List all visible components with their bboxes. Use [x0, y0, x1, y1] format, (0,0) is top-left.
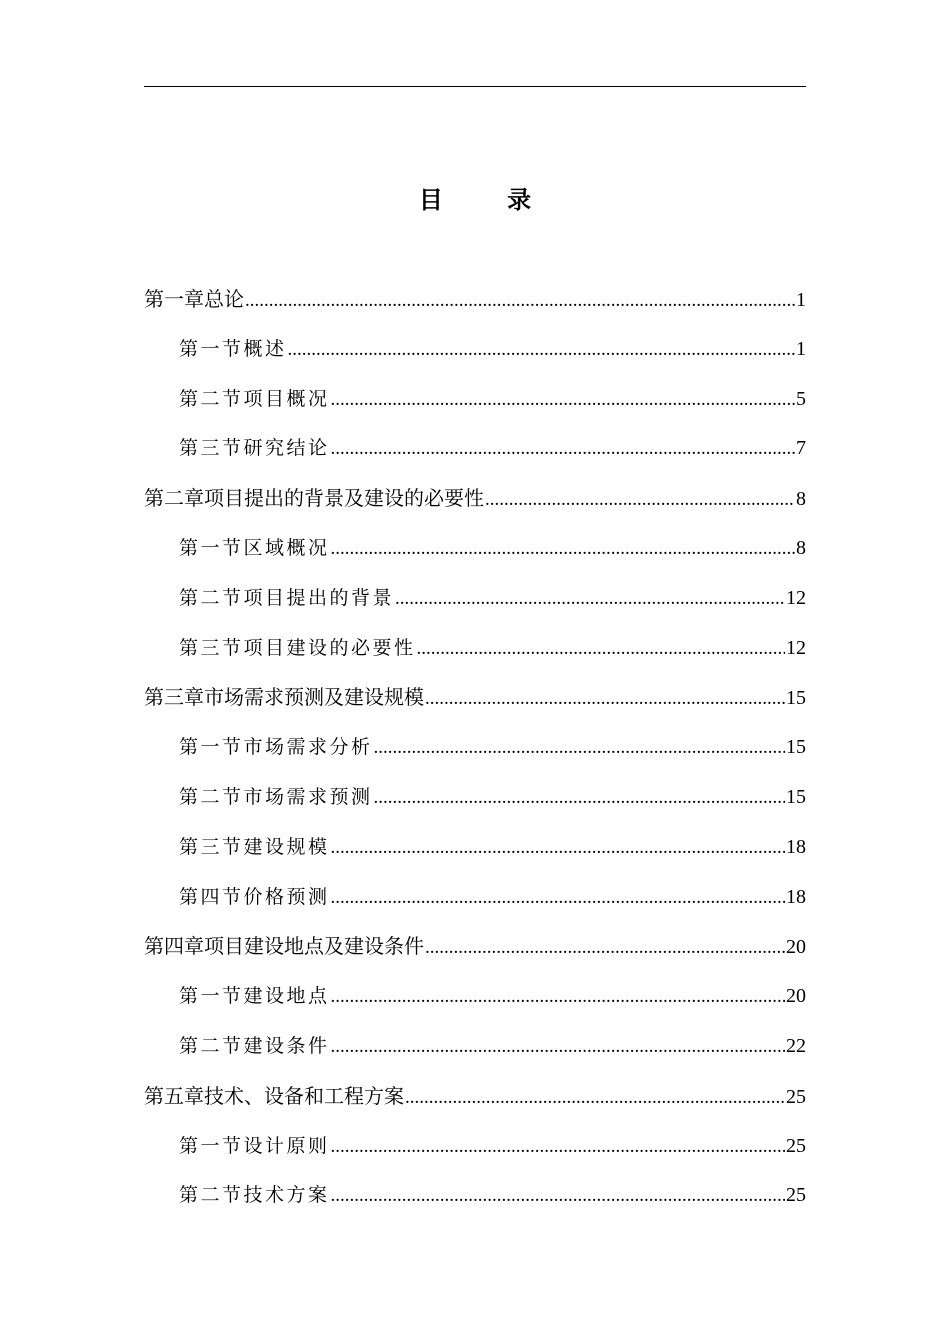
toc-dot-leader — [331, 430, 795, 468]
toc-entry-number: 第四节 — [179, 885, 244, 908]
toc-entry-title: 概述 — [243, 337, 287, 360]
toc-entry-title: 价格预测 — [243, 885, 330, 908]
toc-entry-page: 20 — [786, 985, 806, 1008]
toc-dot-leader — [417, 630, 785, 668]
toc-entry-section-2-3[interactable] — [144, 629, 806, 679]
toc-entry-title: 市场需求预测及建设规模 — [204, 685, 424, 710]
toc-entry-number: 第二节 — [179, 387, 244, 410]
toc-entry-title: 区域概况 — [243, 536, 330, 559]
toc-entry-page: 8 — [796, 488, 806, 511]
toc-entry-number: 第四章 — [144, 934, 204, 959]
toc-dot-leader — [331, 1028, 785, 1066]
toc-entry-page: 8 — [796, 536, 806, 559]
toc-entry-number: 第三节 — [179, 437, 244, 460]
toc-entry-number: 第一节 — [179, 536, 244, 559]
toc-dot-leader — [331, 879, 785, 917]
toc-entry-page: 15 — [786, 736, 806, 759]
toc-entry-page: 25 — [786, 1085, 806, 1108]
toc-entry-page: 1 — [796, 337, 806, 360]
table-of-contents — [144, 280, 806, 1226]
toc-entry-page: 22 — [786, 1034, 806, 1057]
toc-entry-chapter-1[interactable] — [144, 280, 806, 330]
toc-entry-title: 总论 — [204, 287, 244, 311]
toc-entry-page: 1 — [796, 289, 806, 311]
toc-entry-page: 18 — [786, 885, 806, 908]
toc-entry-number: 第五章 — [144, 1083, 204, 1108]
toc-dot-leader — [331, 381, 795, 419]
toc-entry-chapter-3[interactable] — [144, 678, 806, 728]
toc-entry-title: 技术、设备和工程方案 — [204, 1083, 404, 1108]
toc-entry-section-1-1[interactable] — [144, 330, 806, 380]
toc-entry-section-3-2[interactable] — [144, 778, 806, 828]
toc-entry-title: 项目建设地点及建设条件 — [204, 934, 424, 959]
toc-dot-leader — [374, 729, 785, 767]
toc-entry-title: 项目提出的背景及建设的必要性 — [204, 486, 484, 511]
toc-entry-section-2-1[interactable] — [144, 529, 806, 579]
toc-entry-page: 12 — [786, 636, 806, 659]
toc-entry-title: 市场需求分析 — [243, 736, 373, 759]
toc-entry-page: 25 — [786, 1134, 806, 1157]
toc-dot-leader — [485, 481, 795, 519]
toc-entry-section-2-2[interactable] — [144, 579, 806, 629]
toc-entry-page: 15 — [786, 785, 806, 808]
toc-entry-number: 第三节 — [179, 835, 244, 858]
toc-dot-leader — [405, 1079, 785, 1117]
page-title: 目 录 — [418, 186, 560, 214]
toc-entry-number: 第三章 — [144, 685, 204, 710]
toc-entry-section-5-2[interactable] — [144, 1176, 806, 1226]
header-rule — [144, 86, 806, 87]
toc-entry-page: 5 — [796, 387, 806, 410]
toc-entry-section-4-1[interactable] — [144, 977, 806, 1027]
toc-entry-section-4-2[interactable] — [144, 1027, 806, 1077]
toc-entry-section-1-3[interactable] — [144, 429, 806, 479]
toc-entry-section-1-2[interactable] — [144, 380, 806, 430]
toc-entry-section-3-4[interactable] — [144, 878, 806, 928]
toc-entry-title: 建设条件 — [243, 1034, 330, 1057]
toc-entry-number: 第三节 — [179, 636, 244, 659]
toc-dot-leader — [425, 680, 785, 718]
toc-entry-number: 第一节 — [179, 1134, 244, 1157]
toc-entry-number: 第一节 — [179, 985, 244, 1008]
toc-entry-title: 建设规模 — [243, 835, 330, 858]
toc-entry-title: 项目建设的必要性 — [243, 636, 416, 659]
toc-entry-title: 技术方案 — [243, 1184, 330, 1207]
toc-entry-title: 市场需求预测 — [243, 785, 373, 808]
toc-entry-title: 项目提出的背景 — [243, 586, 395, 609]
toc-entry-chapter-4[interactable] — [144, 927, 806, 977]
toc-entry-page: 25 — [786, 1184, 806, 1207]
toc-entry-number: 第二节 — [179, 1034, 244, 1057]
toc-entry-page: 12 — [786, 586, 806, 609]
toc-dot-leader — [395, 580, 785, 618]
toc-entry-page: 18 — [786, 835, 806, 858]
toc-entry-number: 第二节 — [179, 1184, 244, 1207]
toc-dot-leader — [425, 929, 785, 967]
toc-entry-chapter-2[interactable] — [144, 479, 806, 529]
toc-entry-number: 第二节 — [179, 785, 244, 808]
toc-entry-page: 20 — [786, 936, 806, 959]
toc-dot-leader — [288, 331, 795, 369]
toc-entry-title: 建设地点 — [243, 985, 330, 1008]
toc-dot-leader — [331, 530, 795, 568]
toc-dot-leader — [331, 1128, 785, 1166]
toc-entry-section-3-3[interactable] — [144, 828, 806, 878]
toc-entry-chapter-5[interactable] — [144, 1077, 806, 1127]
toc-dot-leader — [331, 829, 785, 867]
toc-entry-page: 7 — [796, 437, 806, 460]
toc-entry-number: 第二节 — [179, 586, 244, 609]
toc-entry-title: 研究结论 — [243, 437, 330, 460]
toc-entry-title: 项目概况 — [243, 387, 330, 410]
toc-entry-page: 15 — [786, 687, 806, 710]
toc-dot-leader — [245, 282, 795, 320]
toc-entry-number: 第一章 — [144, 287, 204, 311]
toc-dot-leader — [374, 779, 785, 817]
toc-entry-section-3-1[interactable] — [144, 728, 806, 778]
toc-entry-number: 第一节 — [179, 736, 244, 759]
toc-entry-title: 设计原则 — [243, 1134, 330, 1157]
toc-entry-section-5-1[interactable] — [144, 1127, 806, 1177]
toc-dot-leader — [331, 978, 785, 1016]
toc-entry-number: 第一节 — [179, 337, 244, 360]
toc-dot-leader — [331, 1177, 785, 1215]
toc-entry-number: 第二章 — [144, 486, 204, 511]
